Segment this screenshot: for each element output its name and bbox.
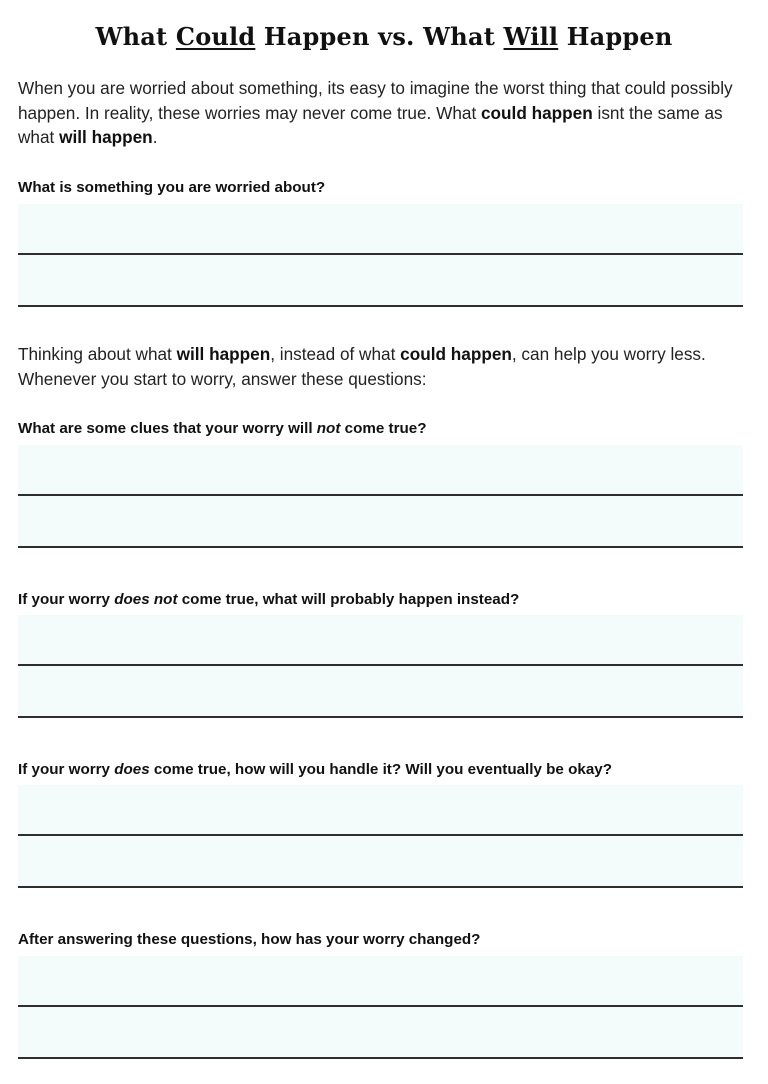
question-emphasis: does <box>114 761 150 778</box>
title-emphasis-will: Will <box>503 22 559 51</box>
question-text: What is something you are worried about? <box>18 179 326 196</box>
question-3-label <box>18 590 753 610</box>
instruction-text: , can help you worry less. Whenever you start to worry, answer these questions: <box>18 344 706 389</box>
title-emphasis-could: Could <box>175 22 256 51</box>
question-5-label <box>18 930 753 950</box>
answer-line-2[interactable] <box>18 255 743 307</box>
page-title <box>0 19 768 55</box>
intro-text: . <box>152 127 158 148</box>
question-1-label <box>18 178 753 198</box>
question-1-answer-area <box>18 204 743 307</box>
question-4-label <box>18 760 753 780</box>
instruction-bold-will-happen: will happen <box>176 344 271 364</box>
answer-line-2[interactable] <box>18 836 743 888</box>
question-3-answer-area <box>18 615 743 718</box>
intro-text: When you are worried about something, its easy to imagine the worst thing that could possibly happen. In reality, these worries may never come true. What <box>18 78 733 123</box>
intro-bold-will-happen: will happen <box>59 127 153 148</box>
answer-line-1[interactable] <box>18 956 743 1007</box>
instruction-paragraph <box>18 342 753 391</box>
question-4-answer-area <box>18 785 743 888</box>
title-text: What <box>95 22 176 51</box>
question-text: If your worry <box>18 591 115 608</box>
question-text: If your worry <box>18 761 115 778</box>
instruction-text: Thinking about what <box>18 344 177 364</box>
question-text: come true? <box>340 420 427 437</box>
title-text: Happen <box>558 22 673 51</box>
question-emphasis: does not <box>114 591 178 608</box>
instruction-text: , instead of what <box>270 344 401 364</box>
intro-bold-could-happen: could happen <box>481 102 593 123</box>
question-text: come true, what will probably happen instead? <box>177 591 520 608</box>
answer-line-2[interactable] <box>18 666 743 718</box>
intro-paragraph <box>18 76 753 150</box>
question-text: come true, how will you handle it? Will you eventually be okay? <box>149 761 612 778</box>
answer-line-1[interactable] <box>18 204 743 255</box>
answer-line-1[interactable] <box>18 445 743 496</box>
answer-line-1[interactable] <box>18 615 743 666</box>
question-emphasis: not <box>316 420 341 437</box>
question-5-answer-area <box>18 956 743 1059</box>
answer-line-1[interactable] <box>18 785 743 836</box>
question-2-answer-area <box>18 445 743 548</box>
question-text: What are some clues that your worry will <box>18 420 317 437</box>
instruction-bold-could-happen: could happen <box>400 344 512 364</box>
question-2-label <box>18 419 753 439</box>
answer-line-2[interactable] <box>18 1007 743 1059</box>
title-text: Happen vs. What <box>255 22 504 51</box>
question-text: After answering these questions, how has your worry changed? <box>18 931 481 948</box>
answer-line-2[interactable] <box>18 496 743 548</box>
intro-text: isnt the same as what <box>18 102 723 148</box>
